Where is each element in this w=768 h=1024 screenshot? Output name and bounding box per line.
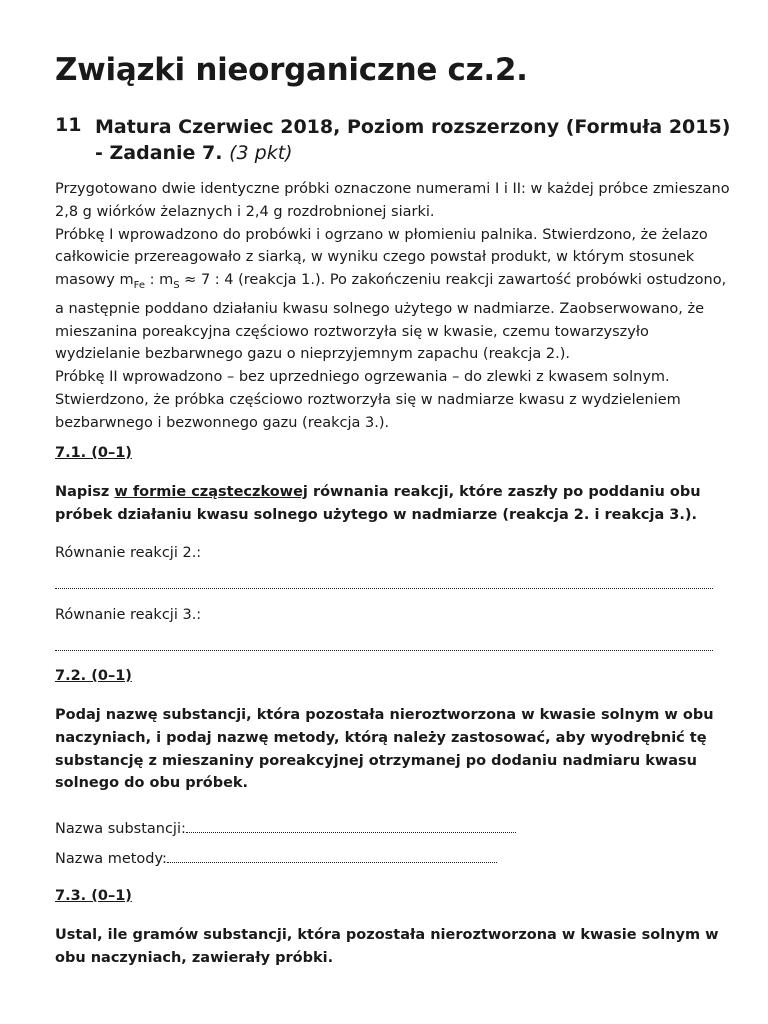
instr-7-1-a: Napisz — [55, 484, 115, 500]
subtask-7-2-label: 7.2. (0–1) — [55, 668, 132, 684]
answer-line-equation-2[interactable] — [55, 588, 713, 589]
subscript-fe: Fe — [133, 280, 145, 292]
subscript-s: S — [173, 280, 180, 292]
task-number: 11 — [55, 114, 82, 136]
substance-name-row — [55, 819, 516, 839]
substance-name-label: Nazwa substancji: — [55, 821, 186, 837]
method-name-label: Nazwa metody: — [55, 851, 167, 867]
method-name-row — [55, 849, 497, 869]
equation-3-label: Równanie reakcji 3.: — [55, 607, 202, 623]
instr-7-1-b: równania reakcji, które zaszły po poddaniu obu próbek działaniu kwasu solnego użytego w nadmiarze (reakcja 2. i reakcja 3.). — [55, 484, 701, 523]
instr-7-1-underlined: w formie cząsteczkowej — [114, 484, 308, 500]
method-name-answer-line[interactable] — [167, 850, 497, 863]
intro-p2-c: ≈ 7 : 4 (reakcja 1.). Po zakończeniu reakcji zawartość probówki ostudzono, a następnie poddano działaniu kwasu solnego użytego w nadmiarze. Zaobserwowano, że mieszanina poreakcyjna częściowo roztworzyła się w kwasie, czemu towarzyszyło wydzielanie bezbarwnego gazu o nieprzyjemnym zapachu (reakcja 2.). — [55, 272, 727, 363]
subtask-7-2-instruction: Podaj nazwę substancji, która pozostała nieroztworzona w kwasie solnym w obu naczyniach, i podaj nazwę metody, którą należy zastosować, aby wyodrębnić tę substancję z mieszaniny poreakcyjnej otrzymanej po dodaniu nadmiaru kwasu solnego do obu próbek. — [55, 707, 714, 792]
subtask-7-1-label: 7.1. (0–1) — [55, 445, 132, 461]
task-points: (3 pkt) — [229, 142, 293, 164]
subtask-7-3-instruction: Ustal, ile gramów substancji, która pozostała nieroztworzona w kwasie solnym w obu naczyniach, zawierały próbki. — [55, 927, 719, 966]
task-heading-text: Matura Czerwiec 2018, Poziom rozszerzony (Formuła 2015) - Zadanie 7. — [95, 116, 731, 164]
subtask-7-1-instruction — [55, 481, 735, 527]
task-heading — [95, 114, 735, 166]
intro-p2-a: Próbkę I wprowadzono do probówki i ogrzano w płomieniu palnika. Stwierdzono, że żelazo całkowicie przereagowało z siarką, w wyniku czego powstał produkt, w którym stosunek masowy m — [55, 226, 708, 289]
subtask-7-3-label: 7.3. (0–1) — [55, 888, 132, 904]
intro-text — [55, 178, 735, 435]
intro-p1: Przygotowano dwie identyczne próbki oznaczone numerami I i II: w każdej próbce zmieszano 2,8 g wiórków żelaznych i 2,4 g rozdrobnionej siarki. — [55, 181, 730, 220]
substance-name-answer-line[interactable] — [186, 820, 516, 833]
intro-p2-b: : m — [144, 272, 174, 289]
intro-p3: Próbkę II wprowadzono – bez uprzedniego ogrzewania – do zlewki z kwasem solnym. Stwierdzono, że próbka częściowo roztworzyła się w nadmiarze kwasu z wydzieleniem bezbarwnego i bezwonnego gazu (reakcja 3.). — [55, 369, 681, 431]
page-title: Związki nieorganiczne cz.2. — [55, 52, 528, 88]
answer-line-equation-3[interactable] — [55, 650, 713, 651]
equation-2-label: Równanie reakcji 2.: — [55, 545, 202, 561]
